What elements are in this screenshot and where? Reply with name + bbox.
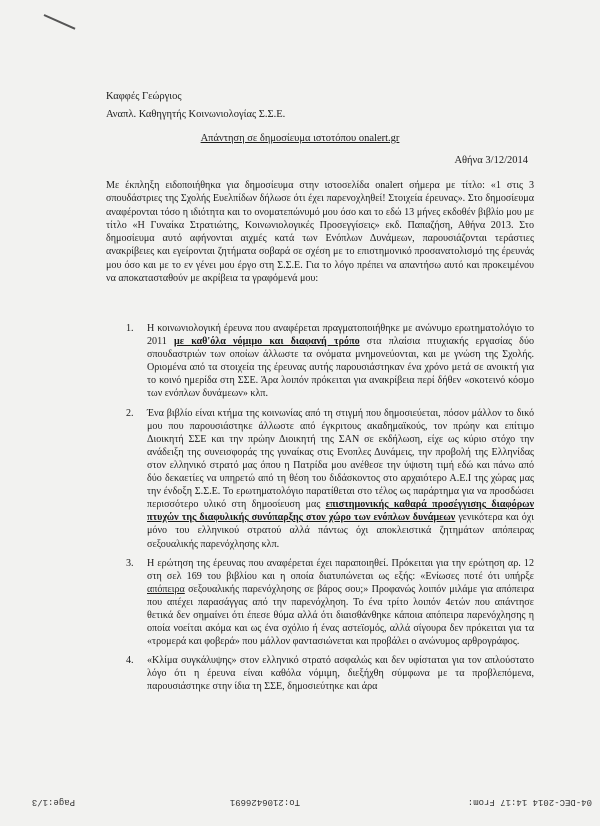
fax-date-from: 04-DEC-2014 14:17 From: (467, 797, 592, 807)
scan-mark (44, 14, 76, 30)
fax-page: Page:1/3 (31, 797, 75, 807)
point-number: 2. (126, 407, 134, 419)
document-date: Αθήνα 3/12/2014 (454, 155, 528, 166)
author-position: Αναπλ. Καθηγητής Κοινωνιολογίας Σ.Σ.Ε. (106, 109, 286, 120)
point-emphasis: επιστημονικής καθαρά προσέγγισης διαφόρων πτυχών της διαφυλικής συνύπαρξης στον χώρο των ενόπλων δυνάμεων (147, 499, 534, 524)
fax-to: To:2106426691 (229, 797, 300, 807)
point-text: Ένα βιβλίο είναι κτήμα της κοινωνίας από τη στιγμή που δημοσιεύεται, πόσον μάλλον το δικό μου που παρουσιάστηκε άλλωστε από έγκριτους ακαδημαϊκούς, τον πρώην και επίτιμο Διοικητή ΣΣΕ και την πρώην Διοικητή της ΣΑΝ σε εκδήλωση, είχε ως κύριο στόχο την ανάδειξη της συνεισφοράς της γυναίκας στις Ενοπλες Δυνάμεις, την προβολή της Ελληνίδας στον ελληνικό στρατό μας όπου η Πατρίδα μου ανέθεσε την ύψιστη τιμή εδώ και πάνω από δύο δεκαετίες να υπηρετώ από τη θέση του διδάσκοντος στο αρχαιότερο Α.Ε.Ι της χώρας μας την ένδοξη Σ.Σ.Ε. Το ερωτηματολόγιο παρατίθεται στο τέλος ως παράρτημα για να προσδώσει περισσότερο υλικό στη δημοσίευση μας (147, 407, 534, 511)
point-text-rest: στα πλαίσια πτυχιακής εργασίας δύο σπουδαστριών των οποίων άλλωστε τα ονόματα μνημονεύονται, και με γνώση της Σχολής. Οριομένα από τα στοιχεία της έρευνας αυτής παρουσιάστηκαν ένα χρόνο μετά σε ανοικτή για το κοινό ημερίδα στη ΣΣΕ. Άρα λοιπόν πρόκειται για ανακρίβεια περί δήθεν «σκοτεινό κόσμο των ενόπλων δυνάμεων» κλπ. (147, 336, 534, 400)
point-emphasis: απόπειρα (147, 583, 185, 595)
fax-header-line (0, 793, 600, 809)
point-3 (126, 557, 534, 649)
document-title: Απάντηση σε δημοσίευμα ιστοτόπου onalert.gr (200, 133, 400, 144)
intro-paragraph: Με έκπληξη ειδοποιήθηκα για δημοσίευμα στην ιστοσελίδα onalert σήμερα με τίτλο: «1 στις 3 σπουδάστριες της Σχολής Ευελπίδων δήλωσε ότι έχει παρενοχληθεί! Στοιχεία έρευνας». Στο δημοσίευμα αναφέρονται τόσο η ιδιότητα και το ονοματεπώνυμό μου όσο και το εδώ 13 μήνες εκδοθέν βιβλίο μου με τίτλο «Η Γυναίκα Στρατιώτης, Κοινωνιολογικές Προσεγγίσεις» εκδ. Παπαζήση, Αθήνα 2013. Στο δημοσίευμα αυτό αφήνονται αιχμές κατά των Ενόπλων Δυνάμεων, παρουσιάζονται τεράστιες ανακρίβειες και εγείρονται ζητήματα σοβαρά σε σχέση με το επιστημονικό προσανατολισμό της έρευνάς μου όσο και με το εν γένει μου έργο στη Σ.Σ.Ε. Για το λόγο πρέπει να απαντήσω αυτό και προκειμένου να αποκατασταθούν με ακρίβεια τα γραφόμενά μου: (106, 180, 534, 285)
numbered-points (126, 322, 534, 700)
point-text: Η ερώτηση της έρευνας που αναφέρεται έχει παραποιηθεί. Πρόκειται για την ερώτηση αρ. 12 στη σελ 169 του βιβλίου και η οποία διατυπώνεται ως εξής: «Ενίωσες ποτέ ότι υπήρξε (147, 557, 534, 582)
author-name: Καφφές Γεώργιος (106, 91, 182, 102)
point-text-rest: σεξουαλικής παρενόχλησης σε βάρος σου;» Προφανώς λοιπόν μιλάμε για απόπειρα που απέχει παρασάγγας από την παρενόχληση. Το ένα τρίτο λοιπόν 4ετών που απάντησε θετικά δεν σημαίνει ότι έπεσε θύμα αλλά ότι διαισθάνθηκε κάποια απόπειρα παρενόχλησης η οποία νοείται ακόμα και ως ένα σχόλιο ή ένας αστεϊσμός, αλλά σίγουρα δεν πρόκειται για τα «τρομερά και φοβερά» που μάλλον φαντασιώνεται και προβάλει ο ανώνυμος αρθρογράφος. (147, 583, 534, 648)
point-text-rest: γενικότερα και όχι μόνο του ελληνικού στρατού αλλά πάντως όχι αποκλειστικά ζητημάτων απόπειρας σεξουαλικής παρενόχλησης κλπ. (147, 512, 534, 550)
point-4 (126, 654, 534, 693)
point-number: 1. (126, 323, 134, 334)
point-number: 4. (126, 655, 134, 667)
point-text: Η κοινωνιολογική έρευνα που αναφέρεται πραγματοποιήθηκε με ανώνυμο ερωτηματολόγιο το 2011 (147, 323, 534, 348)
point-emphasis: με καθ'όλα νόμιμο και διαφανή τρόπο (173, 336, 360, 348)
point-text: «Κλίμα συγκάλυψης» στον ελληνικό στρατό ασφαλώς και δεν υφίσταται για τον απλούστατο λόγο ότι η έρευνα είναι καθόλα νόμιμη, διεξήχθη σύμφωνα με τα προβλεπόμενα, παρουσιάστηκε στην ίδια τη ΣΣΕ, δημοσιεύτηκε και άρα (147, 655, 534, 693)
point-2 (126, 407, 534, 551)
point-number: 3. (126, 557, 134, 569)
point-1 (126, 322, 534, 401)
